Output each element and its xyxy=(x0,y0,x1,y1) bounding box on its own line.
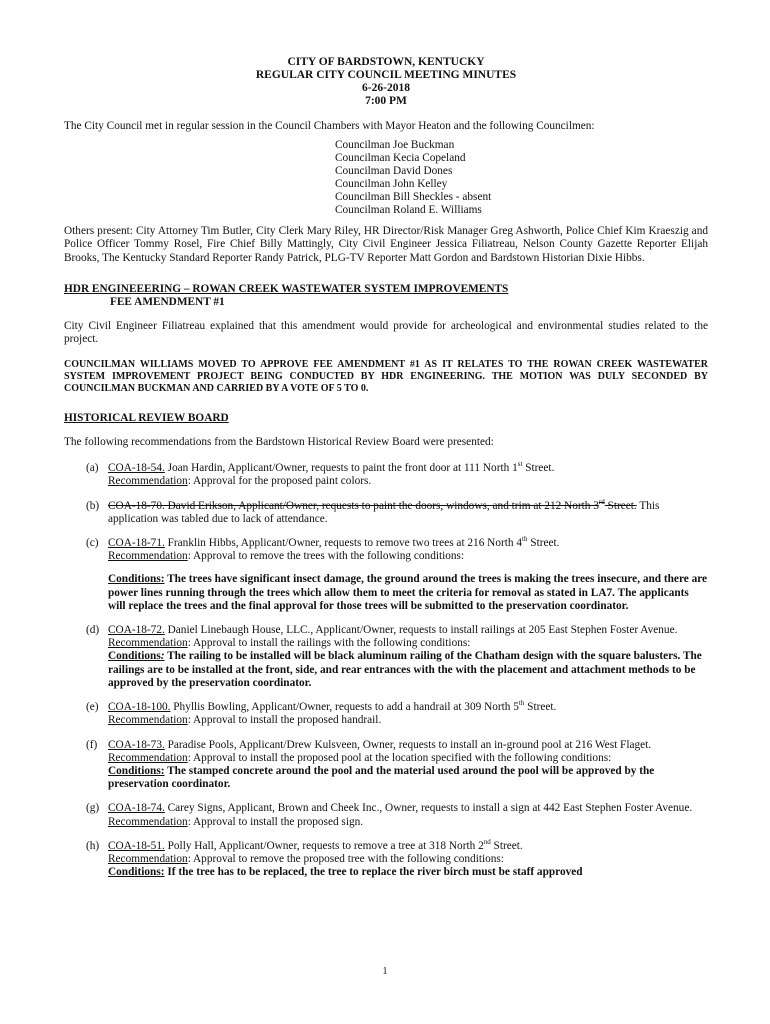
struck-text: COA-18-70. David Erikson, Applicant/Owner, requests to paint the doors, windows, and trim at 212 North 3 xyxy=(108,499,599,512)
recommendation-label: Recommendation xyxy=(108,637,188,650)
conditions-text: The railing to be installed will be black aluminum railing of the Chatham design with the square balusters. The railings are to be installed at the front, side, and rear entrances with the with the placement and attachment methods to be approved by the preservation coordinator. xyxy=(108,650,702,689)
council-member: Councilman David Dones xyxy=(335,165,453,178)
item-label: (e) xyxy=(86,701,99,714)
recommendation-label: Recommendation xyxy=(108,714,188,727)
item-label: (g) xyxy=(86,802,100,815)
tabled-note: This application was tabled due to lack of attendance. xyxy=(108,499,660,525)
ordinal-suffix: nd xyxy=(483,837,491,846)
council-member: Councilman John Kelley xyxy=(335,178,448,191)
recommendation-text: : Approval for the proposed paint colors. xyxy=(187,475,372,488)
item-text-end: Street. xyxy=(524,701,557,714)
hrb-item-a xyxy=(64,462,708,488)
recommendation-text: : Approval to install the railings with the following conditions: xyxy=(187,637,471,650)
hrb-item-e xyxy=(64,701,708,727)
recommendation-label: Recommendation xyxy=(108,475,188,488)
item-label: (d) xyxy=(86,624,100,637)
coa-number: COA-18-100. xyxy=(108,701,171,714)
ordinal-suffix: rd xyxy=(598,497,605,506)
others-present-paragraph: Others present: City Attorney Tim Butler, City Clerk Mary Riley, HR Director/Risk Manager Greg Ashworth, Police Chief Kim Kraeszig and Police Officer Tommy Rosel, Fire Chief Billy Mattingly, City Civil Engineer Jessica Filiatreau, Nelson County Gazette Reporter Elijah Brooks, The Kentucky Standard Reporter Randy Patrick, PLG-TV Reporter Matt Gordon and Bardstown Historian Dixie Hibbs. xyxy=(64,225,708,264)
conditions-text: The trees have significant insect damage, the ground around the trees is making the trees insecure, and there are power lines running through the trees which allow them to meet the criteria for removal as stated in LA7. The applicants will replace the trees and the final approval for those trees will be submitted to the preservation coordinator. xyxy=(108,573,708,612)
hrb-section-title: HISTORICAL REVIEW BOARD xyxy=(64,411,229,424)
hdr-section-title: HDR ENGINEEERING – ROWAN CREEK WASTEWATER SYSTEM IMPROVEMENTS xyxy=(64,282,509,295)
recommendation-text: : Approval to install the proposed handrail. xyxy=(187,714,382,727)
ordinal-suffix: th xyxy=(522,535,528,544)
conditions-text: The stamped concrete around the pool and the material used around the pool will be approved by the preservation coordinator. xyxy=(108,764,655,791)
coa-number: COA-18-72. xyxy=(108,624,165,637)
header-city: CITY OF BARDSTOWN, KENTUCKY xyxy=(287,56,485,68)
recommendation-text: : Approval to remove the trees with the following conditions: xyxy=(187,550,465,563)
conditions-label: Conditions: xyxy=(108,866,165,879)
hrb-item-b xyxy=(64,497,708,526)
recommendation-text: : Approval to remove the proposed tree with the following conditions: xyxy=(187,852,504,865)
coa-number: COA-18-54. xyxy=(108,462,165,475)
conditions-label: Conditions: xyxy=(108,764,165,777)
conditions-label: Conditions: xyxy=(108,573,165,586)
item-label: (h) xyxy=(86,839,100,852)
item-label: (b) xyxy=(86,499,100,512)
conditions-text: If the tree has to be replaced, the tree to replace the river birch must be staff approved xyxy=(164,866,583,879)
council-member: Councilman Joe Buckman xyxy=(335,139,455,152)
recommendation-text: : Approval to install the proposed pool at the location specified with the following conditions: xyxy=(187,751,612,764)
item-text: Polly Hall, Applicant/Owner, requests to remove a tree at 318 North 2 xyxy=(164,839,484,852)
item-text: Phyllis Bowling, Applicant/Owner, requests to add a handrail at 309 North 5 xyxy=(170,701,519,714)
item-text-end: Street. xyxy=(527,537,560,550)
item-text: Daniel Linebaugh House, LLC., Applicant/Owner, requests to install railings at 205 East Stephen Foster Avenue. xyxy=(164,624,678,637)
hrb-intro: The following recommendations from the Bardstown Historical Review Board were presented: xyxy=(64,436,494,449)
council-member: Councilman Bill Sheckles - absent xyxy=(335,191,492,204)
recommendation-label: Recommendation xyxy=(108,550,188,563)
item-text: Joan Hardin, Applicant/Owner, requests to paint the front door at 111 North 1 xyxy=(164,462,518,475)
item-text: Carey Signs, Applicant, Brown and Cheek Inc., Owner, requests to install a sign at 442 East Stephen Foster Avenue. xyxy=(164,802,693,815)
item-text: Franklin Hibbs, Applicant/Owner, requests to remove two trees at 216 North 4 xyxy=(164,537,523,550)
item-label: (c) xyxy=(86,537,99,550)
recommendation-text: : Approval to install the proposed sign. xyxy=(187,815,364,828)
struck-text-end: Street. xyxy=(604,499,637,512)
header-date: 6-26-2018 xyxy=(362,82,410,94)
document-page xyxy=(64,56,708,879)
item-text-end: Street. xyxy=(490,839,523,852)
item-text: Paradise Pools, Applicant/Drew Kulsveen, Owner, requests to install an in-ground pool at 216 West Flaget. xyxy=(164,738,652,751)
recommendation-label: Recommendation xyxy=(108,751,188,764)
council-member: Councilman Roland E. Williams xyxy=(335,204,482,217)
item-label: (f) xyxy=(86,738,98,751)
hdr-paragraph: City Civil Engineer Filiatreau explained that this amendment would provide for archeological and environmental studies related to the project. xyxy=(64,320,708,346)
conditions-colon: : xyxy=(160,650,165,663)
recommendation-label: Recommendation xyxy=(108,852,188,865)
conditions-label: Conditions xyxy=(108,650,161,663)
hrb-item-c xyxy=(64,537,708,613)
intro-paragraph: The City Council met in regular session in the Council Chambers with Mayor Heaton and the following Councilmen: xyxy=(64,120,595,132)
coa-number: COA-18-71. xyxy=(108,537,165,550)
hrb-item-h xyxy=(64,837,708,880)
coa-number: COA-18-51. xyxy=(108,839,165,852)
conditions-block xyxy=(108,765,708,791)
ordinal-suffix: th xyxy=(518,699,525,708)
hrb-item-d xyxy=(64,624,708,690)
page-number: 1 xyxy=(382,966,388,977)
hrb-item-f xyxy=(64,739,708,792)
header-time: 7:00 PM xyxy=(365,95,407,107)
coa-number: COA-18-74. xyxy=(108,802,165,815)
item-label: (a) xyxy=(86,462,99,475)
council-list xyxy=(335,139,708,217)
conditions-block xyxy=(108,650,708,690)
recommendation-label: Recommendation xyxy=(108,815,188,828)
item-text-end: Street. xyxy=(522,462,555,475)
document-header xyxy=(64,56,708,108)
hdr-motion: COUNCILMAN WILLIAMS MOVED TO APPROVE FEE AMENDMENT #1 AS IT RELATES TO THE ROWAN CREEK WASTEWATER SYSTEM IMPROVEMENT PROJECT BEING CONDUCTED BY HDR ENGINEERING. THE MOTION WAS DULY SECONDED BY COUNCILMAN BUCKMAN AND CARRIED BY A VOTE OF 5 TO 0. xyxy=(64,358,708,395)
coa-number: COA-18-73. xyxy=(108,738,165,751)
conditions-block xyxy=(108,866,708,879)
council-member: Councilman Kecia Copeland xyxy=(335,152,466,165)
header-meeting-type: REGULAR CITY COUNCIL MEETING MINUTES xyxy=(255,69,517,81)
ordinal-suffix: st xyxy=(517,460,523,469)
hdr-section-subtitle: FEE AMENDMENT #1 xyxy=(110,296,225,309)
hrb-item-g xyxy=(64,802,708,828)
conditions-block xyxy=(108,573,708,613)
